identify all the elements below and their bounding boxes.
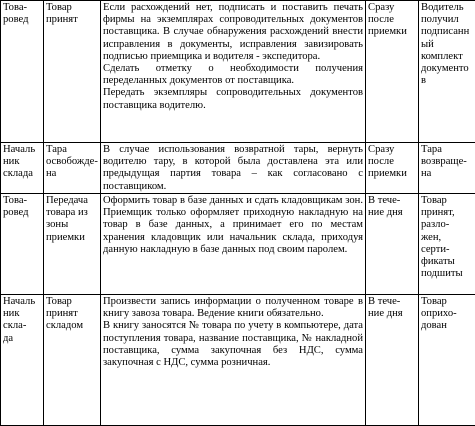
result-line: разло- [421, 219, 473, 231]
table-row [1, 295, 475, 426]
role-line: скла- [3, 320, 41, 332]
role-line: Началь [3, 144, 41, 156]
action-cell [44, 1, 101, 143]
process-table-body [1, 1, 475, 426]
term-cell [366, 143, 419, 194]
term-cell [366, 295, 419, 426]
role-cell [1, 295, 44, 426]
action-line: зоны [46, 219, 98, 231]
table-row [1, 194, 475, 295]
action-line: складом [46, 320, 98, 332]
description-cell [101, 295, 366, 426]
role-line: склада [3, 168, 41, 180]
result-line: подписанный [421, 26, 473, 50]
role-line: Началь [3, 296, 41, 308]
description-paragraph: Если расхождений нет, подписать и поставить печать фирмы на экземплярах сопроводительных документов поставщика. В случае обнаружения расхождений внести исправления в документы, исправления завизировать подписью приемщика и водителя - экспедитора. [103, 2, 363, 63]
result-line: Товар [421, 195, 473, 207]
description-cell [101, 194, 366, 295]
role-cell [1, 194, 44, 295]
result-line: подшиты [421, 268, 473, 280]
action-line: Товар [46, 2, 98, 14]
action-line: освобожде- [46, 156, 98, 168]
result-line: фикаты [421, 256, 473, 268]
role-cell [1, 143, 44, 194]
description-paragraph: В книгу заносятся № товара по учету в компьютере, дата поступления товара, название поставщика, № накладной поставщика, сумма закупочная без НДС, сумма закупочная с НДС, сумма розничная. [103, 320, 363, 369]
description-cell [101, 1, 366, 143]
result-cell [419, 295, 475, 426]
term-cell [366, 194, 419, 295]
result-line: Тара [421, 144, 473, 156]
result-line: Водитель [421, 2, 473, 14]
action-line: Товар [46, 296, 98, 308]
role-cell [1, 1, 44, 143]
role-line: ровед [3, 207, 41, 219]
role-line: ровед [3, 14, 41, 26]
action-line: товара из [46, 207, 98, 219]
result-cell [419, 143, 475, 194]
role-line: ник [3, 156, 41, 168]
role-line: Това- [3, 195, 41, 207]
term-line: ние дня [368, 207, 416, 219]
action-line: Тара [46, 144, 98, 156]
result-line: комплект [421, 51, 473, 63]
action-cell [44, 143, 101, 194]
term-line: Сразу [368, 144, 416, 156]
role-line: ник [3, 308, 41, 320]
role-line: да [3, 333, 41, 345]
role-line: Това- [3, 2, 41, 14]
term-cell [366, 1, 419, 143]
table-row [1, 1, 475, 143]
action-line: приемки [46, 232, 98, 244]
term-line: после [368, 156, 416, 168]
term-line: после [368, 14, 416, 26]
term-line: В тече- [368, 296, 416, 308]
description-paragraph: Оформить товар в базе данных и сдать кладовщикам зон. Приемщик только оформляет приходную накладную на товар в базе данных, а принимает его по местам хранения кладовщик или начальник склада, приходуя данную накладную в базе данных под своим паролем. [103, 195, 363, 256]
term-line: приемки [368, 26, 416, 38]
description-paragraph: Произвести запись информации о полученном товаре в книгу завоза товара. Ведение книги обязательно. [103, 296, 363, 320]
description-paragraph: Передать экземпляры сопроводительных документов поставщика водителю. [103, 87, 363, 111]
result-line: дован [421, 320, 473, 332]
action-cell [44, 194, 101, 295]
description-paragraph: В случае использования возвратной тары, вернуть водителю тару, в которой была доставлена эта или предыдущая партия товара – как согласовано с поставщиком. [103, 144, 363, 193]
action-cell [44, 295, 101, 426]
result-line: Товар [421, 296, 473, 308]
result-line: жен, [421, 232, 473, 244]
description-paragraph: Сделать отметку о необходимости получения переделанных документов от поставщика. [103, 63, 363, 87]
term-line: приемки [368, 168, 416, 180]
result-line: получил [421, 14, 473, 26]
result-line: документов [421, 63, 473, 87]
action-line: Передача [46, 195, 98, 207]
result-line: принят, [421, 207, 473, 219]
description-cell [101, 143, 366, 194]
action-line: принят [46, 14, 98, 26]
term-line: В тече- [368, 195, 416, 207]
result-line: на [421, 168, 473, 180]
result-cell [419, 1, 475, 143]
action-line: принят [46, 308, 98, 320]
term-line: Сразу [368, 2, 416, 14]
result-line: оприхо- [421, 308, 473, 320]
result-cell [419, 194, 475, 295]
result-line: возвраще- [421, 156, 473, 168]
term-line: ние дня [368, 308, 416, 320]
action-line: на [46, 168, 98, 180]
table-row [1, 143, 475, 194]
result-line: серти- [421, 244, 473, 256]
